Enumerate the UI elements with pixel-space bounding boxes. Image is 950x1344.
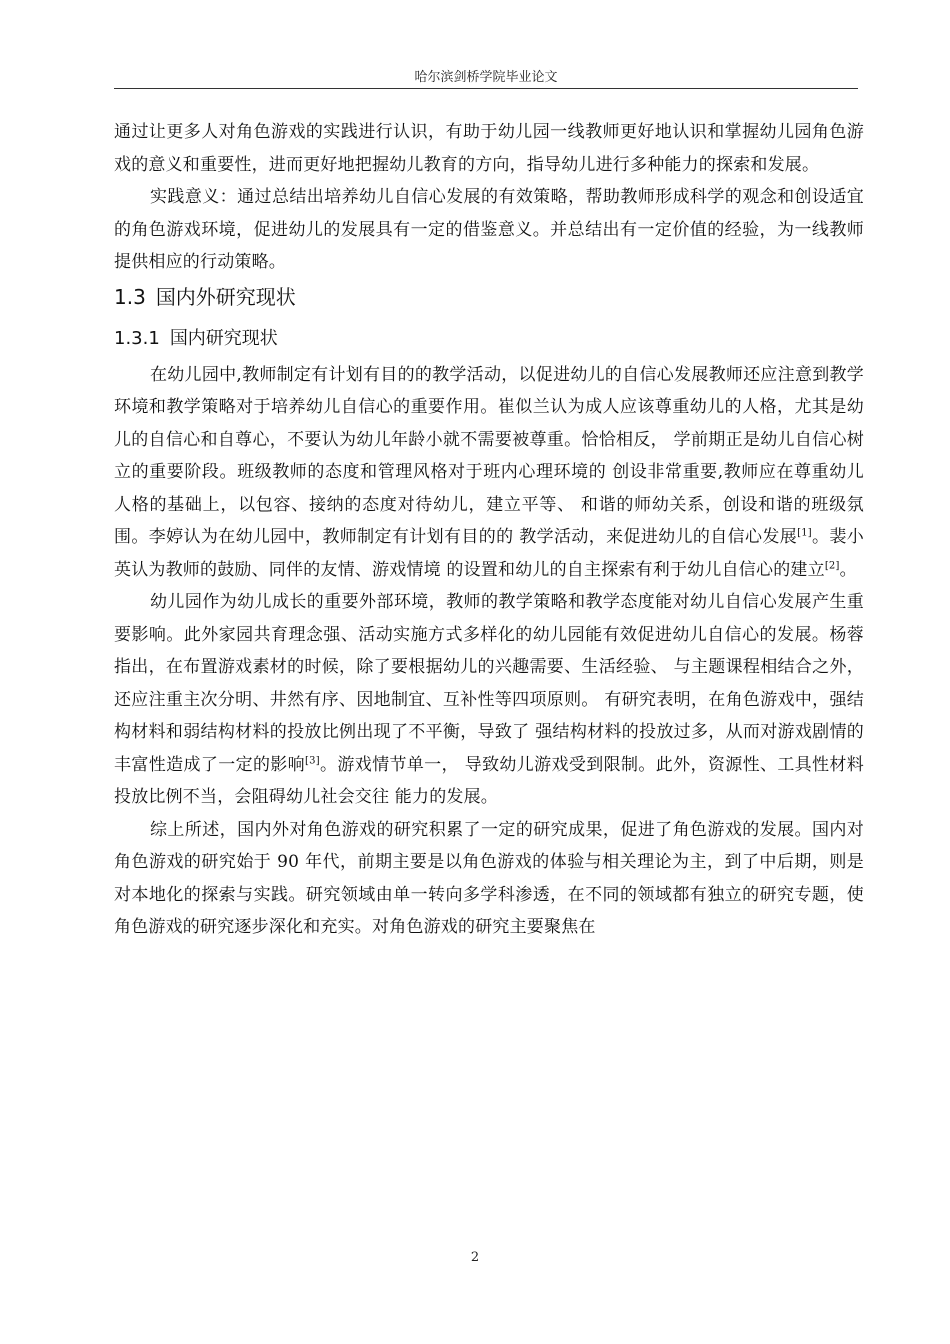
paragraph-summary: 综上所述，国内外对角色游戏的研究积累了一定的研究成果，促进了角色游戏的发展。国内对角色游戏的研究始于 90 年代，前期主要是以角色游戏的体验与相关理论为主，到了中后期，则是对本地化的探索与实践。研究领域由单一转向多学科渗透，在不同的领域都有独立的研究专题，使角色游戏的研究逐步深化和充实。对角色游戏的研究主要聚焦在 — [114, 819, 864, 937]
subsection-number: 1.3.1 — [114, 327, 160, 349]
paragraph-text: 。游戏情节单一， 导致幼儿游戏受到限制。此外，资源性、工具性材料投放比例不当，会阻碍幼儿社会交往 能力的发展。 — [114, 754, 864, 807]
section-heading — [114, 281, 864, 313]
paragraph-text: 在幼儿园中,教师制定有计划有目的的教学活动，以促进幼儿的自信心发展教师还应注意到教学环境和教学策略对于培养幼儿自信心的重要作用。崔似兰认为成人应该尊重幼儿的人格，尤其是幼儿的自信心和自尊心，不要认为幼儿年龄小就不需要被尊重。恰恰相反， 学前期正是幼儿自信心树立的重要阶段。班级教师的态度和管理风格对于班内心理环境的 创设非常重要,教师应在尊重幼儿人格的基础上，以包容、接纳的态度对待幼儿，建立平等、 和谐的师幼关系，创设和谐的班级氛围。李婷认为在幼儿园中，教师制定有计划有目的的 教学活动，来促进幼儿的自信心发展 — [114, 364, 864, 547]
citation-ref: [1] — [797, 527, 812, 539]
paragraph-text: 。裴小英认为教师的鼓励、同伴的友情、游戏情境 的设置和幼儿的自主探索有利于幼儿自信心的建立 — [114, 527, 864, 580]
subsection-title: 国内研究现状 — [169, 327, 278, 349]
paragraph-domestic-research-2 — [114, 586, 864, 814]
paragraph-practical-significance: 实践意义：通过总结出培养幼儿自信心发展的有效策略，帮助教师形成科学的观念和创设适宜的角色游戏环境，促进幼儿的发展具有一定的借鉴意义。并总结出有一定价值的经验，为一线教师提供相应的行动策略。 — [114, 187, 864, 272]
section-number: 1.3 — [114, 284, 146, 309]
citation-ref: [3] — [305, 754, 320, 766]
paragraph-theory-significance: 通过让更多人对角色游戏的实践进行认识，有助于幼儿园一线教师更好地认识和掌握幼儿园角色游戏的意义和重要性，进而更好地把握幼儿教育的方向，指导幼儿进行多种能力的探索和发展。 — [114, 122, 864, 175]
document-body — [114, 116, 864, 944]
citation-ref: [2] — [824, 559, 840, 571]
page-number: 2 — [470, 1250, 480, 1265]
paragraph-text: 。 — [839, 559, 857, 580]
page-header-title: 哈尔滨剑桥学院毕业论文 — [414, 70, 558, 85]
subsection-heading — [114, 325, 864, 353]
header-divider — [114, 88, 858, 89]
paragraph-domestic-research-1 — [114, 359, 864, 587]
section-title: 国内外研究现状 — [155, 284, 296, 309]
paragraph-text: 幼儿园作为幼儿成长的重要外部环境，教师的教学策略和教学态度能对幼儿自信心发展产生重要影响。此外家园共育理念强、活动实施方式多样化的幼儿园能有效促进幼儿自信心的发展。杨蓉指出，在布置游戏素材的时候，除了要根据幼儿的兴趣需要、生活经验、 与主题课程相结合之外，还应注重主次分明、井然有序、因地制宜、互补性等四项原则。 有研究表明，在角色游戏中，强结构材料和弱结构材料的投放比例出现了不平衡，导致了 强结构材料的投放过多，从而对游戏剧情的丰富性造成了一定的影响 — [114, 592, 864, 775]
